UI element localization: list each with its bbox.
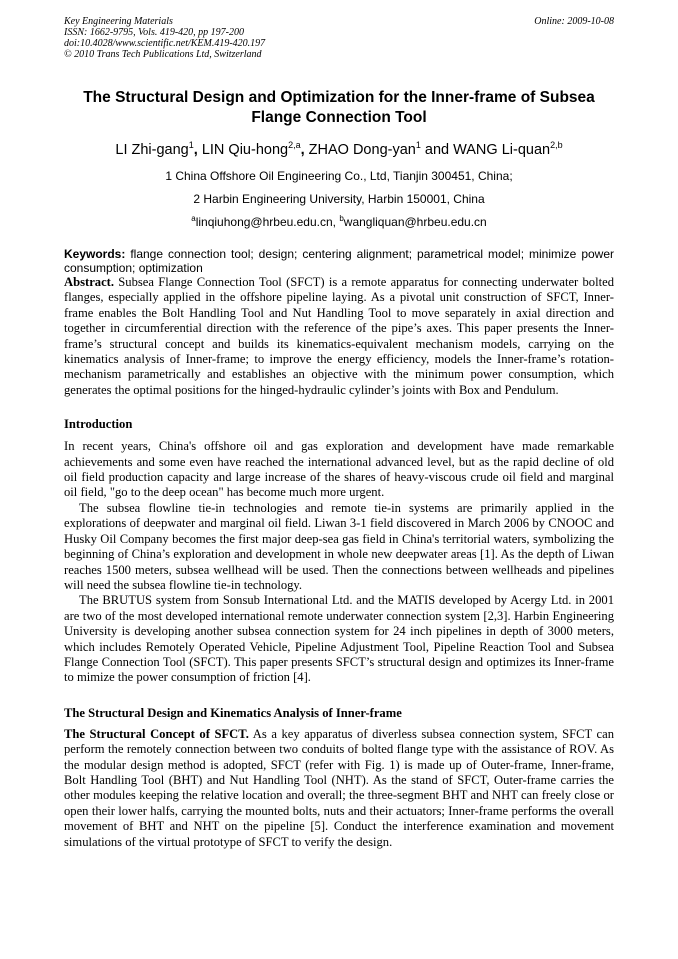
journal-header	[64, 16, 614, 60]
journal-copyright: © 2010 Trans Tech Publications Ltd, Switzerland	[64, 49, 262, 60]
keywords	[64, 247, 614, 275]
abstract	[64, 275, 614, 398]
author-name: WANG Li-quan	[453, 142, 551, 158]
email-a: linqiuhong@hrbeu.edu.cn,	[195, 215, 340, 229]
paper-page	[64, 16, 614, 850]
author-affiliation-mark: 1	[415, 140, 421, 150]
paragraph	[64, 727, 614, 850]
subsection-heading: The Structural Concept of SFCT.	[64, 726, 249, 741]
author-affiliation-mark: 2,a	[288, 140, 301, 150]
abstract-text: Subsea Flange Connection Tool (SFCT) is a remote apparatus for connecting underwater bolted flanges, especially applied in the offshore pipeline laying. As a pivotal unit construction of SFCT, Inner-frame enables the Bolt Handling Tool and Nut Handling Tool to move separately in axial direction and together in circumferential direction with the reference of the pipe’s axes. This paper presents the Inner-frame’s structural concept and builds its kinematics-equivalent mechanism models, carrying on the kinematics analysis of Inner-frame; to improve the energy efficiency, models the Inner-frame’s rotation-mechanism parametrically and establishes an objective with the minimum power consumption, which generates the optimal positions for the hinged-hydraulic cylinder’s joints with Box and Pendulum.	[64, 275, 614, 397]
author-name: LI Zhi-gang	[115, 142, 189, 158]
abstract-label: Abstract.	[64, 275, 115, 289]
keywords-label: Keywords:	[64, 247, 126, 261]
paragraph-text: As a key apparatus of diverless subsea connection system, SFCT can perform the remotely connection between two conduits of bolted flange type with the assistance of ROV. As the modular design method is adopted, SFCT (refer with Fig. 1) is made up of Outer-frame, Inner-frame, Bolt Handling Tool (BHT) and Nut Handling Tool (NHT). As the stand of SFCT, Outer-frame carries the other modules keeping the relative location and overall; the three-segment BHT and NHT can freely close or open their lower halfs, carrying the mounted bolts, nuts and their actuators; Inner-frame performs the overall movement of BHT and NHT on the pipeline [5]. Conduct the interference examination and movement simulations of the virtual prototype of SFCT to verify the design.	[64, 726, 614, 849]
section-heading-structural-design: The Structural Design and Kinematics Analysis of Inner-frame	[64, 705, 402, 720]
journal-name: Key Engineering Materials	[64, 16, 173, 27]
online-date: Online: 2009-10-08	[534, 16, 614, 27]
email-mark-b: b	[339, 214, 344, 223]
author-affiliation-mark: 2,b	[550, 140, 563, 150]
author-name: LIN Qiu-hong	[201, 142, 289, 158]
author-list	[64, 140, 614, 160]
author-name: ZHAO Dong-yan	[308, 142, 416, 158]
affiliation-2: 2 Harbin Engineering University, Harbin 150001, China	[193, 192, 485, 206]
author-separator: ,	[193, 142, 202, 158]
author-separator: and	[420, 142, 454, 158]
author-separator: ,	[300, 142, 309, 158]
paragraph: The BRUTUS system from Sonsub International Ltd. and the MATIS developed by Acergy Ltd. in 2001 are two of the most developed international remote underwater connection system [2,3]. Harbin Engineering University is developing another subsea connection system for 24 inch pipelines in depth of 3000 meters, which includes Remotely Operated Vehicle, Pipeline Adjustment Tool, Pipeline Reaction Tool and Subsea Flange Connection Tool (SFCT). This paper presents SFCT’s structural design and optimizes its Inner-frame to mimize the power consumption of friction [4].	[64, 593, 614, 685]
email-b: wangliquan@hrbeu.edu.cn	[343, 215, 487, 229]
journal-issn: ISSN: 1662-9795, Vols. 419-420, pp 197-200	[64, 27, 244, 38]
section-heading-introduction: Introduction	[64, 417, 133, 432]
journal-doi: doi:10.4028/www.scientific.net/KEM.419-420.197	[64, 38, 266, 49]
paragraph: The subsea flowline tie-in technologies and remote tie-in systems are primarily applied in the explorations of deepwater and marginal oil field. Liwan 3-1 field discovered in March 2006 by CNOOC and Husky Oil Company becomes the first major deep-sea gas field in China's territorial waters, symbolizing the beginning of China’s exploration and development in whole new deepwater areas [1]. As the depth of Liwan reaches 1500 meters, subsea wellhead will be used. Then the connections between wellheads and pipelines will need the subsea flowline tie-in technology.	[64, 500, 614, 592]
author-emails	[64, 215, 614, 229]
email-mark-a: a	[191, 214, 196, 223]
keywords-text: flange connection tool; design; centering alignment; parametrical model; minimize power consumption; optimization	[64, 247, 614, 275]
author-affiliation-mark: 1	[188, 140, 194, 150]
paper-title: The Structural Design and Optimization for the Inner-frame of Subsea Flange Connection Tool	[83, 89, 595, 126]
paragraph: In recent years, China's offshore oil and gas exploration and development have made remarkable achievements and some even have reached the international advanced level, but as the rapid decline of old oil field production capacity and large increase of the shares of heavy-viscous crude oil field and marginal oil field, "go to the deep ocean" has become much more urgent.	[64, 439, 614, 500]
affiliation-1: 1 China Offshore Oil Engineering Co., Ltd, Tianjin 300451, China;	[165, 169, 513, 183]
